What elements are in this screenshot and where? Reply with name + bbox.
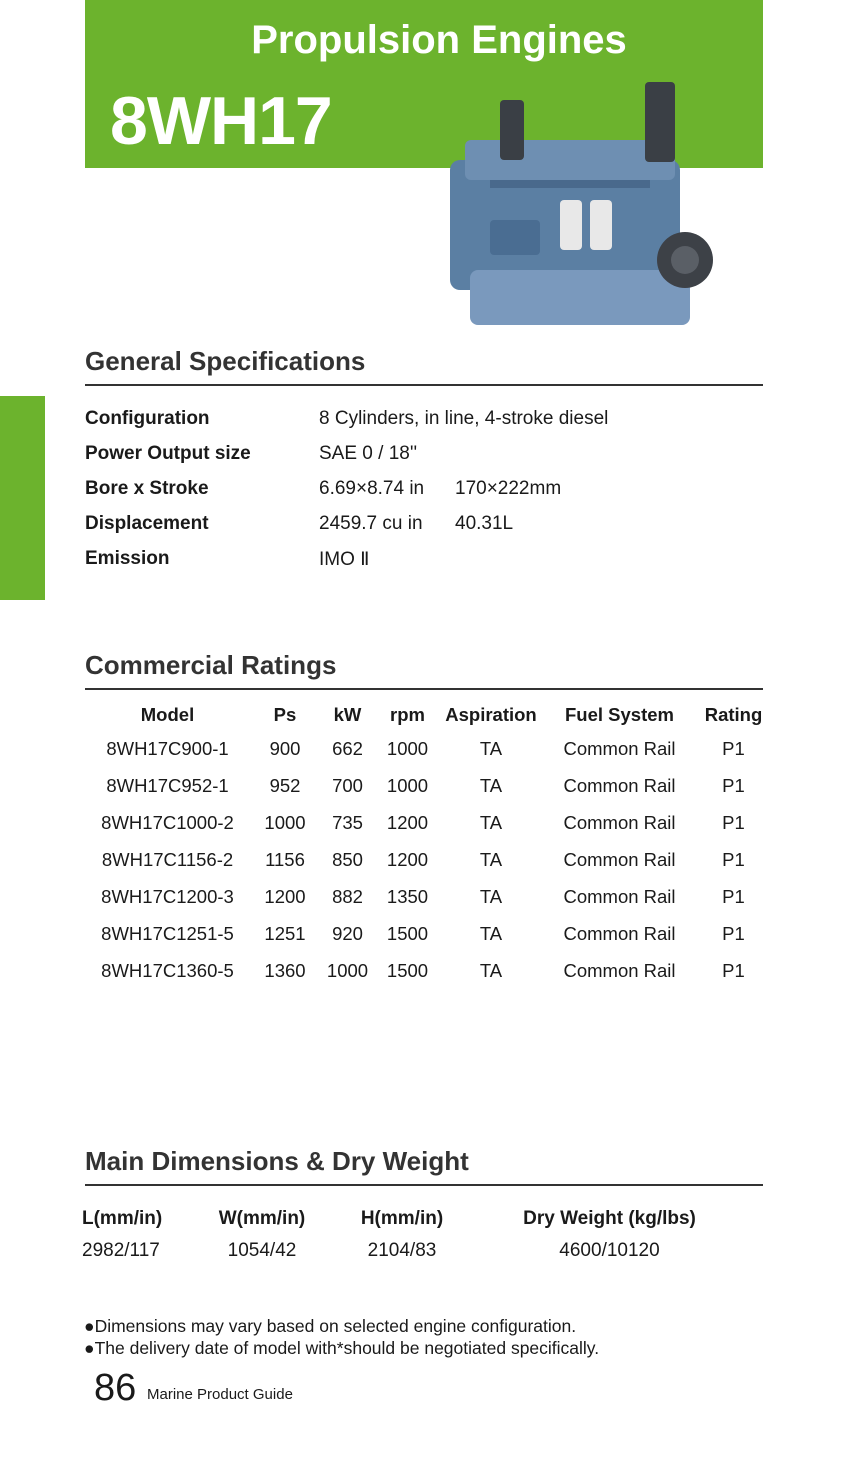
table-row — [85, 767, 770, 804]
table-cell: 8WH17C952-1 — [106, 774, 229, 796]
note: ●The delivery date of model with*should be negotiated specifically. — [84, 1338, 600, 1358]
table-cell: 1500 — [386, 922, 429, 944]
table-cell: 8WH17C1156-2 — [101, 848, 234, 870]
page-number: 86 — [94, 1367, 137, 1409]
table-cell: 8WH17C1360-5 — [101, 959, 234, 981]
table-cell: 8WH17C900-1 — [106, 737, 229, 759]
table-cell: 700 — [332, 774, 363, 796]
table-cell: 1200 — [386, 848, 429, 870]
table-cell: P1 — [722, 922, 745, 944]
table-cell: 1000 — [386, 737, 429, 759]
table-cell: 1360 — [264, 959, 306, 981]
table-cell: Common Rail — [563, 811, 676, 833]
table-cell: 1200 — [386, 811, 429, 833]
ratings-heading: Commercial Ratings — [85, 650, 763, 690]
table-row — [85, 952, 770, 989]
column-header: Rating — [704, 704, 763, 725]
table-cell: Common Rail — [563, 774, 676, 796]
table-row — [82, 1233, 772, 1269]
spec-value-metric: 40.31L — [455, 513, 514, 534]
spec-label: Configuration — [85, 408, 210, 429]
table-cell: 8WH17C1000-2 — [101, 811, 234, 833]
table-cell: P1 — [722, 774, 745, 796]
ratings-table — [85, 700, 770, 989]
table-cell: TA — [479, 885, 503, 907]
spec-value: 6.69×8.74 in — [319, 478, 425, 499]
table-cell: P1 — [722, 885, 745, 907]
table-cell: 1000 — [264, 811, 306, 833]
table-cell: Common Rail — [563, 922, 676, 944]
table-row — [85, 915, 770, 952]
spec-value-metric: 170×222mm — [455, 478, 562, 499]
spec-label: Displacement — [85, 513, 209, 534]
spec-value: IMO Ⅱ — [319, 549, 370, 570]
table-cell: 1200 — [264, 885, 306, 907]
table-cell: TA — [479, 774, 503, 796]
table-cell: 1000 — [386, 774, 429, 796]
table-row — [85, 730, 770, 767]
spec-value: 8 Cylinders, in line, 4-stroke diesel — [319, 408, 609, 429]
column-header: L(mm/in) — [82, 1208, 163, 1229]
dimensions-table — [82, 1205, 772, 1269]
table-cell: P1 — [722, 959, 745, 981]
column-header: Dry Weight (kg/lbs) — [523, 1208, 696, 1229]
table-cell: 2104/83 — [367, 1240, 437, 1261]
table-cell: TA — [479, 922, 503, 944]
column-header: Aspiration — [445, 704, 537, 725]
column-header: H(mm/in) — [360, 1208, 444, 1229]
column-header: rpm — [390, 704, 425, 725]
model-title: 8WH17 — [110, 83, 332, 159]
table-cell: 735 — [332, 811, 363, 833]
guide-label: Marine Product Guide — [147, 1386, 293, 1403]
table-cell: 1000 — [326, 959, 369, 981]
table-cell: 952 — [269, 774, 301, 796]
dimensions-header-row — [82, 1205, 772, 1233]
spec-value: SAE 0 / 18'' — [319, 443, 418, 464]
spec-label: Bore x Stroke — [85, 478, 209, 499]
engine-illustration — [430, 70, 730, 350]
table-cell: 1350 — [386, 885, 429, 907]
table-cell: 4600/10120 — [559, 1240, 660, 1261]
spec-label: Power Output size — [85, 443, 251, 464]
table-cell: 1156 — [265, 848, 305, 870]
table-cell: 2982/117 — [82, 1240, 160, 1261]
table-cell: P1 — [722, 811, 745, 833]
table-cell: 1251 — [264, 922, 306, 944]
table-row — [85, 841, 770, 878]
general-specs-heading: General Specifications — [85, 346, 763, 386]
table-cell: 900 — [269, 737, 301, 759]
table-cell: 920 — [332, 922, 363, 944]
ratings-header-row — [85, 700, 770, 730]
section-title: Propulsion Engines — [251, 18, 627, 62]
table-cell: TA — [479, 811, 503, 833]
column-header: Fuel System — [565, 704, 674, 725]
column-header: Model — [140, 704, 195, 725]
table-cell: P1 — [722, 737, 745, 759]
column-header: kW — [333, 704, 362, 725]
table-cell: 882 — [332, 885, 363, 907]
table-cell: 850 — [332, 848, 363, 870]
table-cell: Common Rail — [563, 959, 676, 981]
spec-value: 2459.7 cu in — [319, 513, 423, 534]
table-cell: Common Rail — [563, 848, 676, 870]
table-cell: Common Rail — [563, 737, 676, 759]
note: ●Dimensions may vary based on selected engine configuration. — [84, 1316, 577, 1336]
table-row — [85, 804, 770, 841]
table-cell: 662 — [332, 737, 363, 759]
table-cell: 1500 — [386, 959, 429, 981]
table-cell: P1 — [722, 848, 745, 870]
table-cell: Common Rail — [563, 885, 676, 907]
table-cell: TA — [479, 848, 503, 870]
side-tab — [0, 396, 45, 600]
table-cell: 8WH17C1200-3 — [101, 885, 234, 907]
column-header: Ps — [273, 704, 297, 725]
table-row — [85, 878, 770, 915]
column-header: W(mm/in) — [218, 1208, 306, 1229]
table-cell: 1054/42 — [227, 1240, 297, 1261]
dimensions-heading: Main Dimensions & Dry Weight — [85, 1146, 763, 1186]
table-cell: 8WH17C1251-5 — [101, 922, 234, 944]
table-cell: TA — [479, 737, 503, 759]
table-cell: TA — [479, 959, 503, 981]
spec-label: Emission — [85, 548, 170, 569]
